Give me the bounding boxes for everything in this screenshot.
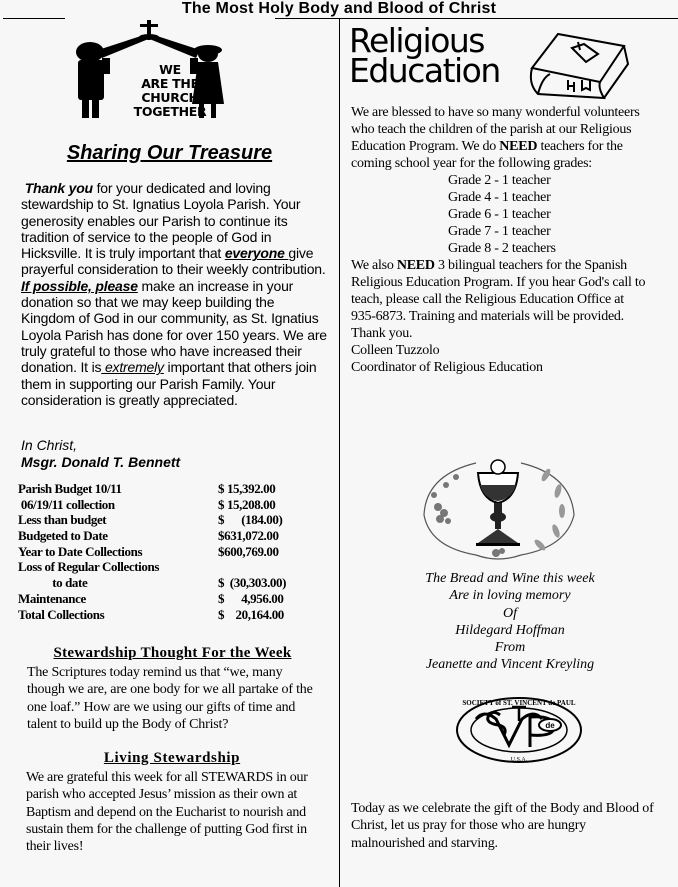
closing-prayer-text: Today as we celebrate the gift of the Body and Blood of Christ, let us pray for those who are hungry malnourished and starving. [351,801,654,851]
column-divider [339,19,340,887]
grade-item: Grade 7 - 1 teacher [448,224,551,239]
page-title: The Most Holy Body and Blood of Christ [181,0,497,17]
svg-text:de: de [545,721,555,730]
sharing-our-treasure-heading: Sharing Our Treasure [66,142,273,164]
if-possible-emphasis: If possible, please [21,277,138,294]
book-icon [528,28,632,100]
sharing-our-treasure-text: Thank you for your dedicated and loving stewardship to St. Ignatius Loyola Parish. Your generosity enables our Parish to continue its tradition of service to the people of God in Hicksville. It is truly important that everyone give prayerful consideration to their weekly contribution. If possible, please make an increase in your donation so that we may keep building the Kingdom of God in our community, as St. Ignatius Loyola Parish has done for over 150 years. We are truly grateful to those who have increased their donation. It is extremely important that others join them in supporting our Parish Family. Your consideration is greatly appreciated. [21,180,327,408]
svdp-bottom-text: U.S.A. [510,757,528,763]
grades-needed-list [448,172,651,257]
finance-table [18,481,308,622]
stewardship-thought-text: The Scriptures today remind us that “we, many though we are, are one body for we all partake of the one loaf.” How are we using our gifts of time and talent to build up the Body of Christ? [27,665,313,732]
extremely-emphasis: extremely [101,359,164,376]
header-rule-right [275,18,678,19]
memorial-honoree: Hildegard Hoffman [455,622,565,638]
need-emphasis: NEED [499,139,538,154]
finance-row: Loss of Regular Collections [18,559,159,575]
finance-row: Budgeted to Date $631,072.00 [18,528,279,544]
pastor-signoff: In Christ, Msgr. Donald T. Bennett [21,437,181,470]
thank-you-emphasis: Thank you [24,180,93,196]
pastor-name: Msgr. Donald T. Bennett [21,454,181,470]
svdp-ring-text: SOCIETY of ST. VINCENT de PAUL [462,699,576,707]
finance-row: to date $ (30,303.00) [18,575,287,591]
stewardship-thought-heading: Stewardship Thought For the Week [53,645,292,661]
everyone-emphasis: everyone [224,245,289,262]
grade-item: Grade 6 - 1 teacher [448,207,551,222]
logo-caption: WE ARE THE CHURCH TOGETHER [133,62,207,119]
header-rule-left [3,18,65,19]
grade-item: Grade 4 - 1 teacher [448,190,551,205]
religious-education-text: We are blessed to have so many wonderful volunteers who teach the children of the parish at our Religious Education Program. We do NEED teachers for the coming school year for the following grades: Grade 2 - 1 teacher Grade 4 - 1 teacher Grade 6 - 1 teacher Grade 7 - 1 teacher Grade 8 - 2 teachers We also NEED 3 bilingual teachers for the Spanish Religious Education Program. If you hear God's call to teach, please call the Religious Education Office at 935-6873. Training and materials will be provided. Thank you. Colleen Tuzzolo Coordinator of Religious Education [351,104,651,376]
finance-row: Total Collections $ 20,164.00 [18,606,284,622]
living-stewardship-text: We are grateful this week for all STEWARDS in our parish who accepted Jesus’ mission as their own at Baptism and depend on the Eucharist to nourish and sustain them for the challenge of putting God first in their lives! [26,770,308,855]
chalice-icon [416,455,581,565]
memorial-donors: Jeanette and Vincent Kreyling [425,657,595,673]
memorial-dedication: The Bread and Wine this week Are in loving memory Of Hildegard Hoffman From Jeanette and Vincent Kreyling [380,570,640,674]
finance-row: Year to Date Collections $600,769.00 [18,543,279,559]
living-stewardship-heading: Living Stewardship [103,750,241,766]
coordinator-name: Colleen Tuzzolo [351,343,440,358]
finance-row: Less than budget $ (184.00) [18,512,283,528]
st-vincent-de-paul-logo [454,695,584,765]
religious-education-heading: Religious Education [349,21,500,90]
need-emphasis: NEED [396,258,435,273]
we-are-the-church-logo [68,20,230,120]
coordinator-title: Coordinator of Religious Education [351,360,543,375]
finance-row: 06/19/11 collection $ 15,208.00 [18,496,276,512]
grade-item: Grade 2 - 1 teacher [448,173,551,188]
finance-row: Maintenance $ 4,956.00 [18,590,284,606]
finance-row: Parish Budget 10/11 $ 15,392.00 [18,481,276,496]
grade-item: Grade 8 - 2 teachers [448,241,556,256]
